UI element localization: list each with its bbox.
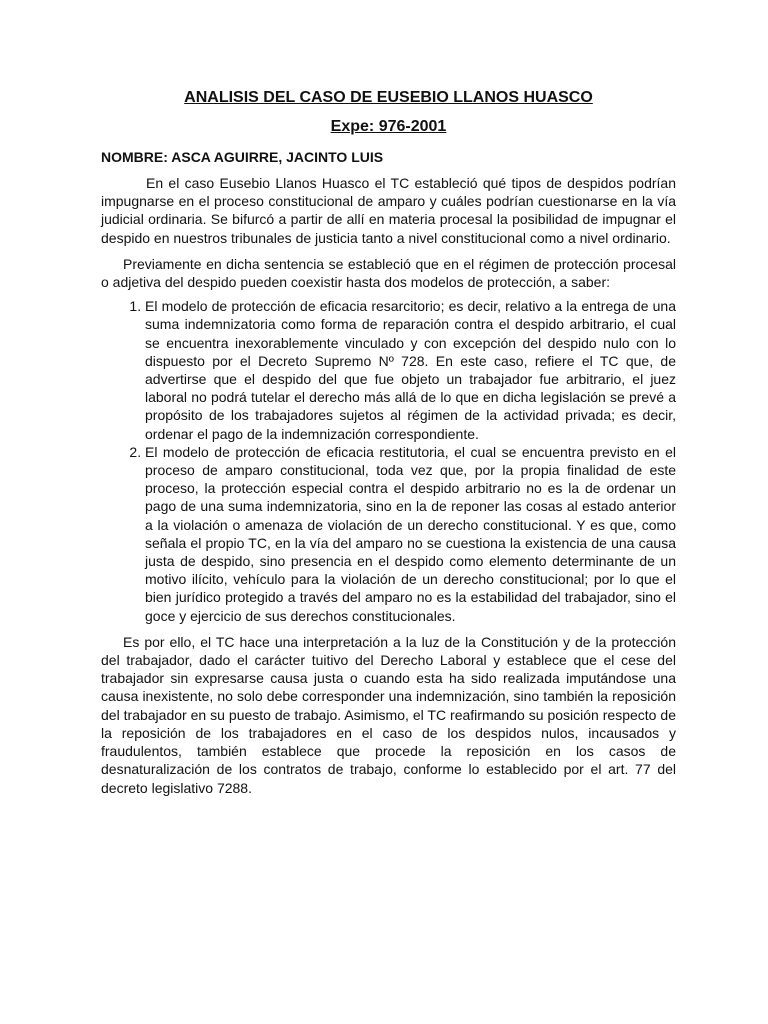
list-item: 1. El modelo de protección de eficacia resarcitorio; es decir, relativo a la entrega de una suma indemnizatoria como forma de reparación contra el despido arbitrario, el cual se encuentra inexorablemente vinculado y con excepción del despido nulo con lo dispuesto por el Decreto Supremo Nº 728. En este caso, refiere el TC que, de advertirse que el despido del que fue objeto un trabajador fue arbitrario, el juez laboral no podrá tutelar el derecho más allá de lo que en dicha legislación se prevé a propósito de los trabajadores sujetos al régimen de la actividad privada; es decir, ordenar el pago de la indemnización correspondiente.: [145, 297, 676, 443]
document-page: [101, 88, 676, 797]
protection-models-list: [101, 297, 676, 625]
conclusion-paragraph: Es por ello, el TC hace una interpretación a la luz de la Constitución y de la protección del trabajador, dado el carácter tuitivo del Derecho Laboral y establece que el cese del trabajador sin expresarse causa justa o cuando esta ha sido realizada imputándose una causa inexistente, no solo debe corresponder una indemnización, sino también la reposición del trabajador en su puesto de trabajo. Asimismo, el TC reafirmando su posición respecto de la reposición de los trabajadores en el caso de los despidos nulos, incausados y fraudulentos, también establece que procede la reposición en los casos de desnaturalización de los contratos de trabajo, conforme lo establecido por el art. 77 del decreto legislativo 7288.: [101, 633, 676, 796]
document-title: ANALISIS DEL CASO DE EUSEBIO LLANOS HUASCO: [184, 89, 593, 106]
list-item: 2. El modelo de protección de eficacia restitutoria, el cual se encuentra previsto en el proceso de amparo constitucional, toda vez que, por la propia finalidad de este proceso, la protección especial contra el despido arbitrario no es la de ordenar un pago de una suma indemnizatoria, sino en la de reponer las cosas al estado anterior a la violación o amenaza de violación de un derecho constitucional. Y es que, como señala el propio TC, en la vía del amparo no se cuestiona la existencia de una causa justa de despido, sino presencia en el despido como elemento determinante de un motivo ilícito, vehículo para la violación de un derecho constitucional; por lo que el bien jurídico protegido a través del amparo no es la estabilidad del trabajador, sino el goce y ejercicio de sus derechos constitucionales.: [145, 443, 676, 625]
student-name: NOMBRE: ASCA AGUIRRE, JACINTO LUIS: [101, 149, 384, 165]
case-number: Expe: 976-2001: [330, 118, 447, 135]
models-intro-paragraph: Previamente en dicha sentencia se estableció que en el régimen de protección procesal o adjetiva del despido pueden coexistir hasta dos modelos de protección, a saber:: [101, 255, 676, 291]
intro-paragraph: En el caso Eusebio Llanos Huasco el TC estableció qué tipos de despidos podrían impugnarse en el proceso constitucional de amparo y cuáles podrían cuestionarse en la vía judicial ordinaria. Se bifurcó a partir de allí en materia procesal la posibilidad de impugnar el despido en nuestros tribunales de justicia tanto a nivel constitucional como a nivel ordinario.: [101, 175, 676, 246]
